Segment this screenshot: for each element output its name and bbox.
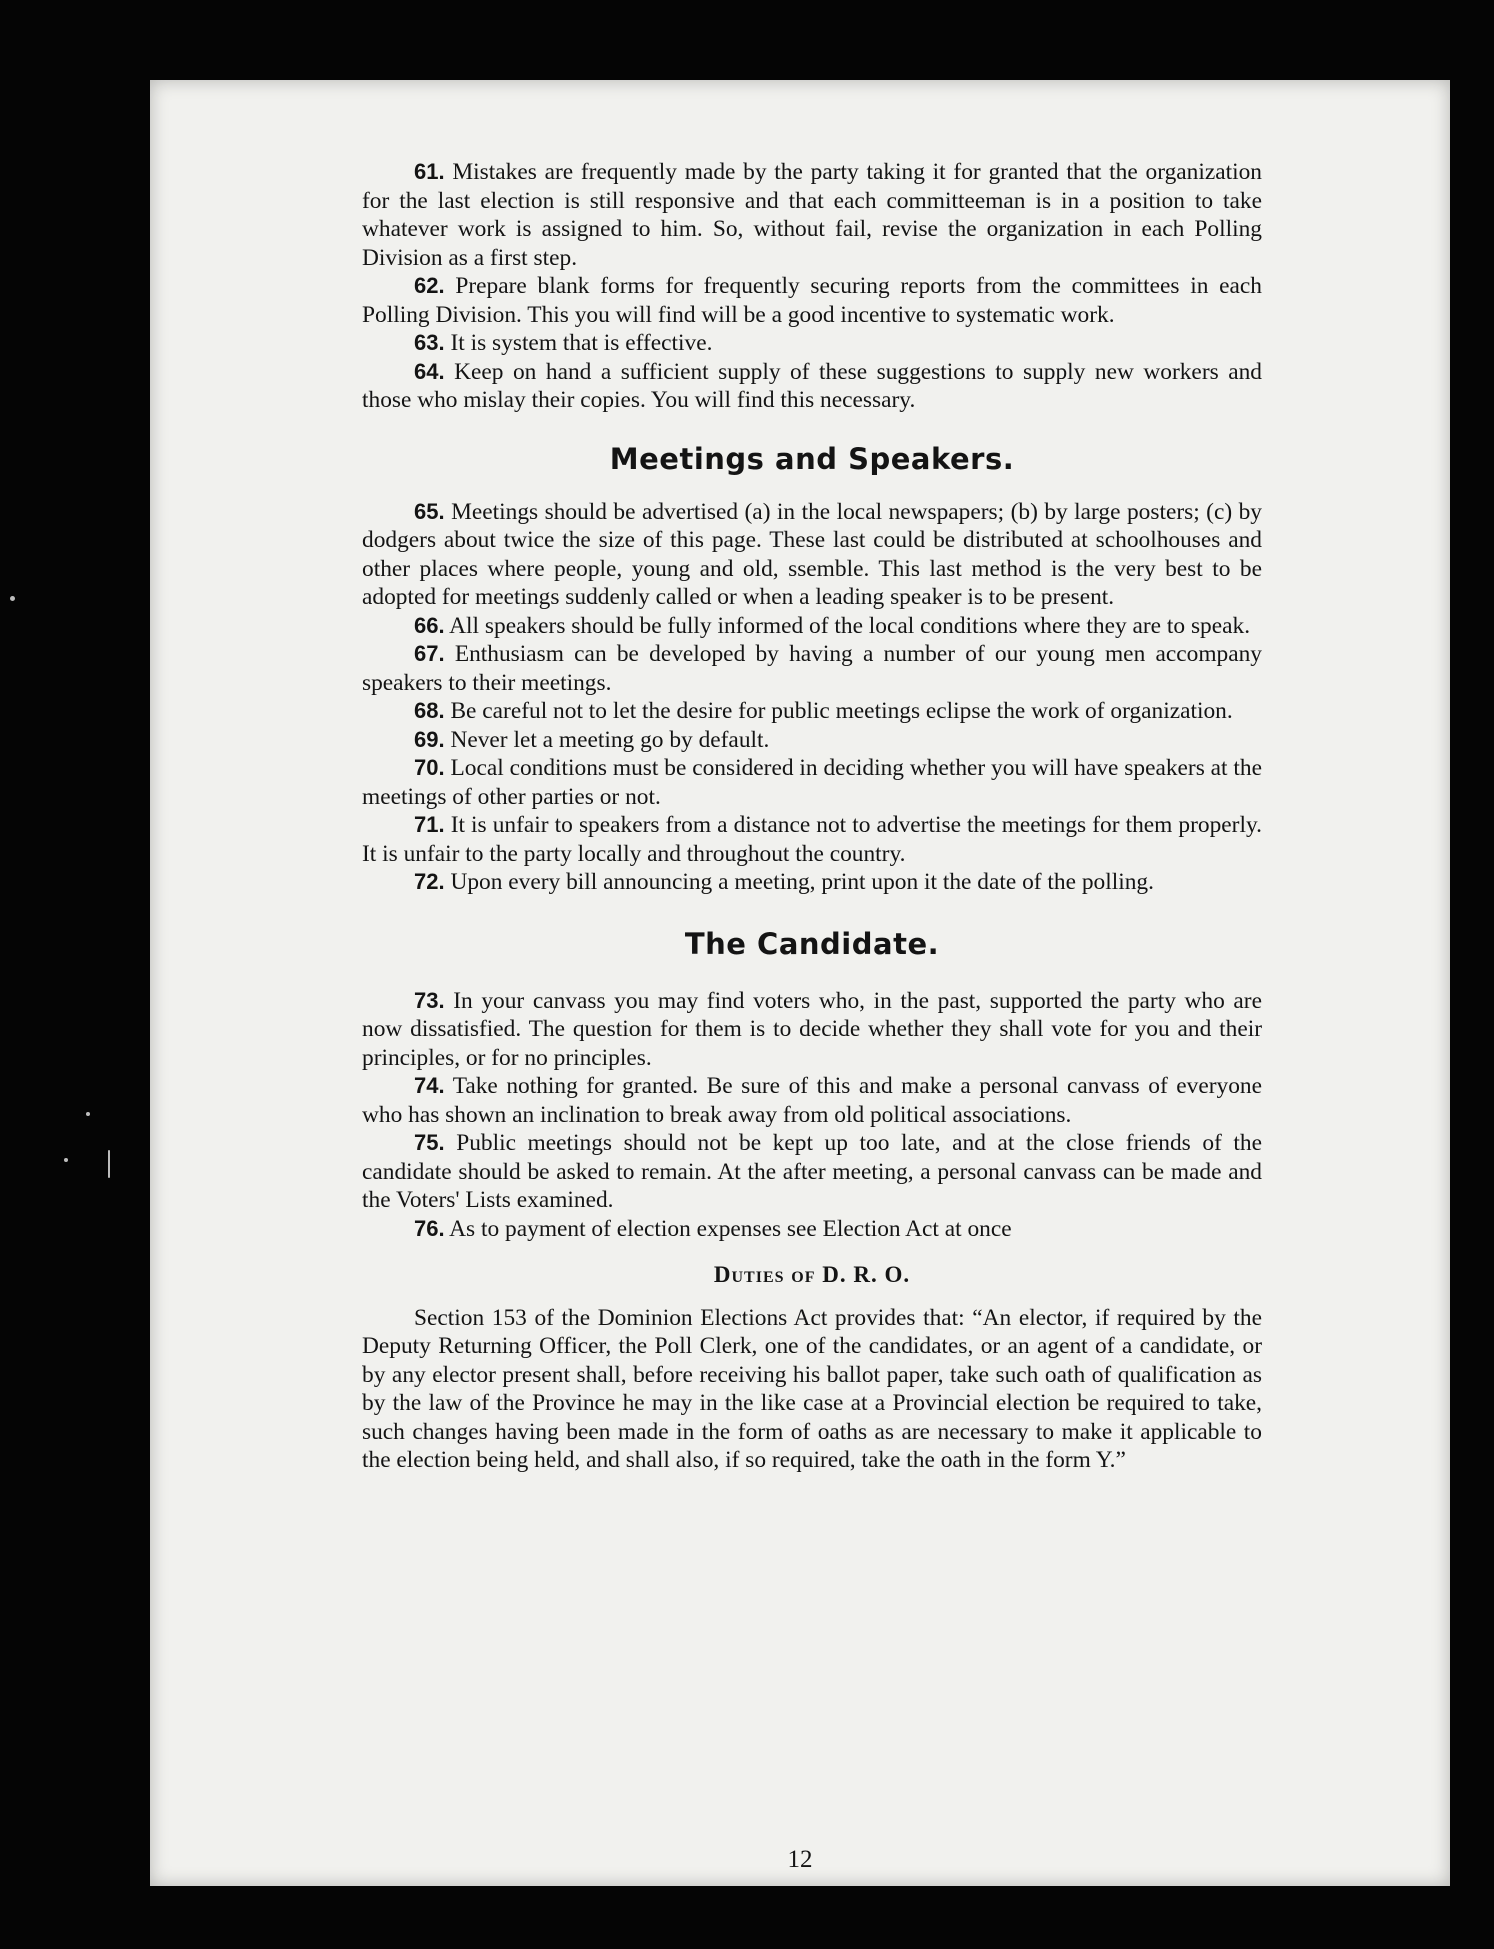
- paragraph-number: 68.: [414, 698, 445, 723]
- paragraph-65: [362, 498, 1262, 612]
- paragraph-text: Never let a meeting go by default.: [450, 726, 770, 753]
- paragraph-number: 66.: [414, 612, 445, 638]
- paragraph-68: [362, 697, 1262, 726]
- paragraph-62: [362, 272, 1262, 329]
- paragraph-76: [362, 1215, 1262, 1244]
- paragraph-number: 70.: [414, 755, 445, 780]
- paragraph-text: Take nothing for granted. Be sure of this and make a personal canvass of everyone who has shown an inclination to break away from old political associations.: [362, 1073, 1262, 1128]
- paragraph-number: 73.: [414, 987, 445, 1013]
- paragraph-number: 63.: [414, 330, 445, 355]
- paragraph-text: Enthusiasm can be developed by having a number of our young men accompany speakers to their meetings.: [362, 641, 1262, 696]
- paragraph-section-153: [362, 1304, 1262, 1475]
- page-body: [362, 158, 1262, 1475]
- paragraph-number: 67.: [414, 641, 445, 666]
- document-page: [150, 80, 1450, 1886]
- subheading-duties-dro: Duties of D. R. O.: [713, 1262, 911, 1287]
- paragraph-number: 74.: [414, 1073, 445, 1098]
- paragraph-text: All speakers should be fully informed of the local conditions where they are to speak.: [449, 612, 1251, 639]
- paragraph-text: As to payment of election expenses see Election Act at once: [449, 1215, 1012, 1242]
- paragraph-73: [362, 987, 1262, 1073]
- page-number: 12: [787, 1846, 813, 1873]
- paragraph-text: It is unfair to speakers from a distance not to advertise the meetings for them properly. It is unfair to the party locally and throughout the country.: [362, 812, 1262, 867]
- paragraph-75: [362, 1129, 1262, 1215]
- paragraph-63: [362, 329, 1262, 358]
- paragraph-text: It is system that is effective.: [450, 330, 713, 356]
- scan-speck: [108, 1150, 110, 1178]
- paragraph-67: [362, 640, 1262, 697]
- paragraph-number: 61.: [414, 159, 445, 184]
- paragraph-66: [362, 612, 1262, 641]
- paragraph-71: [362, 811, 1262, 868]
- paragraph-64: [362, 358, 1262, 415]
- paragraph-70: [362, 754, 1262, 811]
- paragraph-text: Mistakes are frequently made by the party taking it for granted that the organization for the last election is still responsive and that each committeeman is in a position to take whatever work is assigned to him. So, without fail, revise the organization in each Polling Division as a first step.: [362, 159, 1262, 271]
- paragraph-number: 72.: [414, 869, 445, 894]
- paragraph-69: [362, 726, 1262, 755]
- scan-speck: [10, 596, 15, 601]
- section-heading-meetings: Meetings and Speakers.: [609, 441, 1015, 476]
- paragraph-text: Meetings should be advertised (a) in the local newspapers; (b) by large posters; (c) by dodgers about twice the size of this page. These last could be distributed at schoolhouses and other places where people, young and old, ssemble. This last method is the very best to be adopted for meetings suddenly called or when a leading speaker is to be present.: [362, 498, 1262, 610]
- section-heading-candidate: The Candidate.: [684, 926, 940, 961]
- scan-speck: [64, 1158, 68, 1162]
- paragraph-text: Upon every bill announcing a meeting, print upon it the date of the polling.: [450, 869, 1154, 895]
- paragraph-number: 75.: [414, 1130, 445, 1155]
- paragraph-text: In your canvass you may find voters who, in the past, supported the party who are now dissatisfied. The question for them is to decide whether they shall vote for you and their principles, or for no principles.: [362, 987, 1262, 1071]
- paragraph-text: Local conditions must be considered in deciding whether you will have speakers at the meetings of other parties or not.: [362, 755, 1262, 810]
- paragraph-text: Section 153 of the Dominion Elections Act provides that: “An elector, if required by the Deputy Returning Officer, the Poll Clerk, one of the candidates, or an agent of a candidate, or by any elector present shall, before receiving his ballot paper, take such oath of qualification as by the law of the Province he may in the like case at a Provincial election be required to take, such changes having been made in the form of oaths as are necessary to make it applicable to the election being held, and shall also, if so required, take the oath in the form Y.”: [362, 1304, 1262, 1473]
- paragraph-number: 64.: [414, 358, 445, 384]
- paragraph-number: 76.: [414, 1215, 445, 1241]
- paragraph-text: Keep on hand a sufficient supply of these suggestions to supply new workers and those who mislay their copies. You will find this necessary.: [362, 358, 1262, 413]
- scan-speck: [86, 1112, 90, 1116]
- paragraph-61: [362, 158, 1262, 272]
- paragraph-72: [362, 868, 1262, 897]
- paragraph-text: Be careful not to let the desire for public meetings eclipse the work of organization.: [450, 698, 1233, 724]
- paragraph-number: 69.: [414, 726, 445, 752]
- paragraph-text: Public meetings should not be kept up too late, and at the close friends of the candidate should be asked to remain. At the after meeting, a personal canvass can be made and the Voters' Lists examined.: [362, 1130, 1262, 1213]
- paragraph-74: [362, 1072, 1262, 1129]
- paragraph-number: 71.: [414, 812, 445, 837]
- paragraph-number: 65.: [414, 498, 445, 524]
- paragraph-text: Prepare blank forms for frequently securing reports from the committees in each Polling Division. This you will find will be a good incentive to systematic work.: [362, 273, 1262, 328]
- paragraph-number: 62.: [414, 273, 445, 298]
